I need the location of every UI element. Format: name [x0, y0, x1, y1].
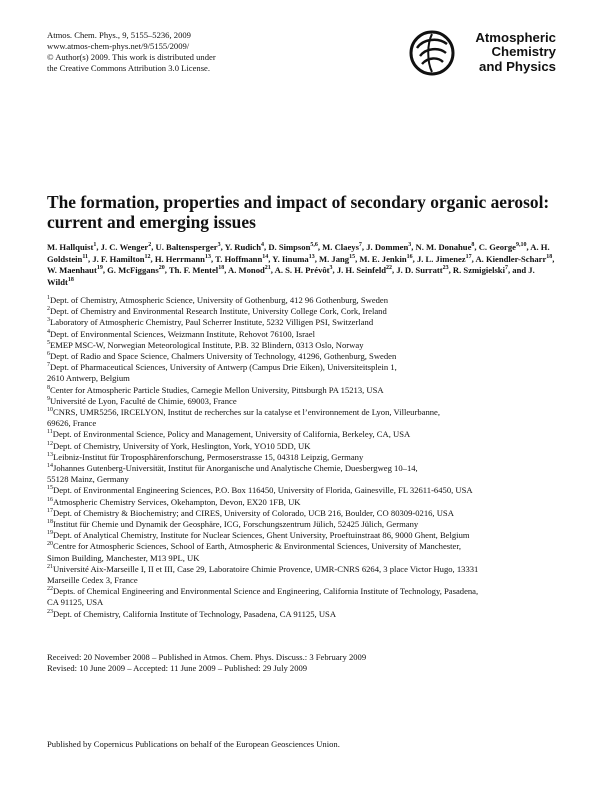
affiliation-text: Dept. of Chemistry and Environmental Research Institute, University College Cork, Cork, Ireland [50, 306, 387, 317]
author-name: A. Monod [228, 265, 265, 275]
author-affiliation-mark: 23 [442, 265, 449, 272]
affiliation-item [47, 497, 561, 508]
affiliation-item [47, 609, 561, 620]
author-affiliation-mark: 15 [349, 253, 356, 260]
affiliation-item [47, 508, 561, 519]
journal-citation: Atmos. Chem. Phys., 9, 5155–5236, 2009 [47, 30, 191, 40]
title-line-2: current and emerging issues [47, 212, 256, 232]
author-name: J. Wildt [47, 265, 535, 287]
journal-logo [408, 29, 556, 87]
author-name: J. H. Seinfeld [336, 265, 387, 275]
affiliation-item [47, 351, 561, 362]
author-affiliation-mark: 2 [148, 242, 152, 249]
author-name: A. H. Goldstein [47, 242, 550, 264]
author-affiliation-mark: 14 [262, 253, 269, 260]
affiliation-number: 6 [47, 351, 50, 358]
author-affiliation-mark: 9,10 [515, 242, 527, 249]
affiliation-number: 23 [47, 608, 53, 615]
author [228, 265, 271, 275]
license-line: the Creative Commons Attribution 3.0 License. [47, 63, 211, 74]
affiliation-text: Laboratory of Atmospheric Chemistry, Paul Scherrer Institute, 5232 Villigen PSI, Switzerland [50, 317, 374, 328]
affiliation-text: 55128 Mainz, Germany [47, 474, 129, 485]
author [417, 254, 472, 264]
affiliation-item [47, 530, 561, 541]
author-affiliation-mark: 18 [67, 276, 74, 283]
affiliation-item [47, 317, 561, 328]
author-affiliation-mark: 21 [264, 265, 271, 272]
author [479, 242, 527, 252]
affiliation-item [47, 362, 561, 384]
affiliation-list [47, 295, 561, 620]
author-name: J. D. Surratt [396, 265, 443, 275]
affiliation-number: 21 [47, 564, 53, 571]
affiliation-text: Centre for Atmospheric Sciences, School of Earth, Atmospheric & Environmental Sciences, University of Manchester, [53, 541, 461, 552]
author-name: M. Claeys [322, 242, 359, 252]
affiliation-text: Depts. of Chemical Engineering and Environmental Science and Engineering, California Institute of Technology, Pasadena, [53, 586, 479, 597]
author-affiliation-mark: 13 [204, 253, 211, 260]
logo-line-2: Chemistry [491, 44, 556, 60]
author-name: R. Szmigielski [452, 265, 505, 275]
affiliation-text: Dept. of Environmental Engineering Sciences, P.O. Box 116450, University of Florida, Gainesville, FL 32611-6450, USA [53, 485, 473, 496]
author-affiliation-mark: 22 [386, 265, 393, 272]
affiliation-text: Dept. of Pharmaceutical Sciences, University of Antwerp (Campus Drie Eiken), Universiteitsplein 1, [50, 362, 397, 373]
journal-emblem-icon [408, 29, 456, 77]
author-affiliation-mark: 20 [158, 265, 165, 272]
author-name: M. E. Jenkin [359, 253, 407, 264]
author [155, 254, 211, 264]
author-name: M. Hallquist [47, 242, 94, 252]
affiliation-text: Dept. of Chemistry & Biochemistry; and CIRES, University of Colorado, UCB 216, Boulder, CO 80309-0216, USA [53, 507, 454, 518]
affiliation-text: Dept. of Chemistry, California Institute of Technology, Pasadena, CA 91125, USA [53, 608, 337, 619]
affiliation-item [47, 485, 561, 496]
author [47, 242, 96, 252]
author-affiliation-mark: 7 [358, 242, 362, 249]
affiliation-number: 19 [47, 530, 53, 537]
author-name: D. Simpson [268, 242, 311, 252]
affiliation-item [47, 340, 561, 351]
author-name: U. Baltensperger [155, 242, 218, 252]
affiliation-number: 11 [47, 429, 53, 436]
affiliation-number: 9 [47, 395, 50, 402]
author [92, 254, 150, 264]
author-name: Y. Iinuma [272, 253, 309, 264]
affiliation-number: 1 [47, 295, 50, 302]
affiliation-item [47, 452, 561, 463]
affiliation-item [47, 463, 561, 485]
affiliation-text: Dept. of Chemistry, Atmospheric Science, University of Gothenburg, 412 96 Gothenburg, Sweden [50, 295, 389, 305]
author-name: A. Kiendler-Scharr [475, 253, 547, 264]
author [475, 254, 552, 264]
author [272, 254, 314, 264]
affiliation-item [47, 329, 561, 340]
author [366, 242, 411, 252]
affiliation-text: Center for Atmospheric Particle Studies, Carnegie Mellon University, Pittsburgh PA 15213, USA [50, 384, 384, 395]
affiliation-text: Johannes Gutenberg-Universität, Institut für Anorganische und Analytische Chemie, Duesbergweg 10–14, [53, 463, 418, 474]
affiliation-number: 8 [47, 384, 50, 391]
logo-line-1: Atmospheric [475, 30, 556, 45]
author [169, 265, 224, 275]
affiliation-item [47, 407, 561, 429]
affiliation-number: 20 [47, 541, 53, 548]
author-name: Th. F. Mentel [168, 265, 219, 275]
author-affiliation-mark: 4 [261, 242, 265, 249]
affiliation-text: Dept. of Chemistry, University of York, Heslington, York, YO10 5DD, UK [53, 440, 311, 451]
publication-dates [47, 652, 366, 674]
author-affiliation-mark: 13 [308, 253, 315, 260]
affiliation-number: 10 [47, 407, 53, 414]
author-affiliation-mark: 3 [408, 242, 412, 249]
author-name: C. George [478, 242, 516, 252]
author-name: N. M. Donahue [415, 242, 472, 252]
copyright-line: © Author(s) 2009. This work is distributed under [47, 52, 216, 63]
affiliation-text: EMEP MSC-W, Norwegian Meteorological Institute, P.B. 32 Blindern, 0313 Oslo, Norway [50, 339, 364, 350]
affiliation-item [47, 385, 561, 396]
journal-logo-text [456, 31, 556, 74]
author [101, 242, 152, 252]
author-name: T. Hoffmann [215, 253, 263, 264]
affiliation-text: Atmospheric Chemistry Services, Okehampton, Devon, EX20 1FB, UK [53, 496, 301, 507]
affiliation-item [47, 586, 561, 608]
author [319, 254, 355, 264]
author [225, 242, 264, 252]
affiliation-text: Simon Building, Manchester, M13 9PL, UK [47, 552, 200, 563]
affiliation-item [47, 429, 561, 440]
author [156, 242, 221, 252]
author-affiliation-mark: 16 [406, 253, 413, 260]
affiliation-item [47, 519, 561, 530]
author [47, 265, 103, 275]
affiliation-text: 69626, France [47, 418, 97, 429]
author-name: M. Jang [318, 253, 350, 264]
affiliation-text: CNRS, UMR5256, IRCELYON, Institut de recherches sur la catalyse et l’environnement de Lyon, Villeurbanne, [53, 407, 441, 418]
author-name: H. Herrmann [154, 253, 205, 264]
affiliation-item [47, 396, 561, 407]
affiliation-item [47, 541, 561, 563]
citation-header [47, 30, 216, 74]
author-affiliation-mark: 11 [82, 253, 89, 260]
author-name: J. C. Wenger [100, 242, 149, 252]
affiliation-number: 22 [47, 586, 53, 593]
author [275, 265, 333, 275]
affiliation-text: Dept. of Analytical Chemistry, Institute for Nuclear Sciences, Ghent University, Proeftuinstraat 86, 9000 Ghent, Belgium [53, 530, 470, 541]
affiliation-text: Dept. of Environmental Science, Policy and Management, University of California, Berkeley, CA, USA [52, 429, 411, 440]
author-name: Y. Rudich [224, 242, 262, 252]
author-name: J. Dommen [366, 242, 409, 252]
author [453, 265, 508, 275]
affiliation-item [47, 306, 561, 317]
author-name: J. F. Hamilton [92, 253, 145, 264]
author-affiliation-mark: 5,6 [310, 242, 318, 249]
author [322, 242, 362, 252]
affiliation-number: 4 [47, 328, 50, 335]
logo-line-3: and Physics [479, 58, 556, 74]
affiliation-number: 7 [47, 362, 50, 369]
affiliation-number: 18 [47, 519, 53, 526]
author-list: M. Hallquist$^1$, J. C. Wenger$^2$, U. Baltensperger$^3$, Y. Rudich$^4$, D. Simpson$^{5,6}$, M. Claeys$^7$, J. Dommen$^3$, N. M. Donahue$^8$, C. George$^{9,10}$, A. H. Goldstein$^{11}$, J. F. Hamilton$^{12}$, H. Herrmann$^{13}$, T. Hoffmann$^{14}$, Y. Iinuma$^{13}$, M. Jang$^{15}$, M. E. Jenkin$^{16}$, J. L. Jimenez$^{17}$, A. Kiendler-Scharr$^{18}$, W. Maenhaut$^{19}$, G. McFiggans$^{20}$, Th. F. Mentel$^{18}$, A. Monod$^{21}$, A. S. H. Prévôt$^3$, J. H. Seinfeld$^{22}$, J. D. Surratt$^{23}$, R. Szmigielski$^7$, and J. Wildt$^{18}$ [47, 242, 555, 287]
author-affiliation-mark: 1 [93, 242, 97, 249]
title-line-1: The formation, properties and impact of secondary organic aerosol: [47, 192, 550, 212]
affiliation-number: 3 [47, 317, 50, 324]
affiliation-text: Dept. of Environmental Sciences, Weizmann Institute, Rehovot 76100, Israel [50, 328, 316, 339]
affiliation-text: 2610 Antwerp, Belgium [47, 373, 130, 384]
author-name: W. Maenhaut [47, 265, 97, 275]
affiliation-text: Marseille Cedex 3, France [47, 575, 138, 586]
author-affiliation-mark: 12 [144, 253, 151, 260]
article-title [47, 192, 557, 232]
affiliation-text: Université de Lyon, Faculté de Chimie, 69003, France [50, 395, 237, 406]
author [416, 242, 475, 252]
publisher-footer: Published by Copernicus Publications on behalf of the European Geosciences Union. [47, 739, 340, 749]
affiliation-number: 5 [47, 339, 50, 346]
author-affiliation-mark: 17 [465, 253, 472, 260]
author-affiliation-mark: 3 [217, 242, 221, 249]
author [396, 265, 448, 275]
author-affiliation-mark: 18 [218, 265, 225, 272]
affiliation-number: 2 [47, 306, 50, 313]
author-affiliation-mark: 18 [546, 253, 553, 260]
affiliation-item [47, 564, 561, 586]
affiliation-text: Université Aix-Marseille I, II et III, Case 29, Laboratoire Chimie Provence, UMR-CNRS 6264, 3 place Victor Hugo, 13331 [53, 563, 479, 574]
article-url[interactable]: www.atmos-chem-phys.net/9/5155/2009/ [47, 41, 190, 52]
author-affiliation-mark: 3 [329, 265, 333, 272]
affiliation-number: 14 [47, 463, 53, 470]
author [107, 265, 165, 275]
author [215, 254, 268, 264]
received-line: Received: 20 November 2008 – Published in Atmos. Chem. Phys. Discuss.: 3 February 2009 [47, 652, 367, 662]
author-affiliation-mark: 8 [471, 242, 475, 249]
author [337, 265, 392, 275]
author-name: J. L. Jimenez [416, 253, 466, 264]
affiliation-number: 15 [47, 485, 53, 492]
revised-line: Revised: 10 June 2009 – Accepted: 11 June 2009 – Published: 29 July 2009 [47, 663, 308, 674]
affiliation-number: 12 [47, 440, 53, 447]
author-affiliation-mark: 7 [504, 265, 508, 272]
affiliation-item [47, 295, 561, 306]
author [359, 254, 412, 264]
affiliation-text: CA 91125, USA [47, 597, 104, 608]
affiliation-number: 17 [47, 508, 53, 514]
affiliation-item [47, 441, 561, 452]
affiliation-number: 13 [47, 451, 53, 458]
author-affiliation-mark: 19 [96, 265, 103, 272]
affiliation-number: 16 [47, 496, 53, 503]
affiliation-text: Dept. of Radio and Space Science, Chalmers University of Technology, 41296, Gothenburg, Sweden [50, 351, 397, 362]
affiliation-text: Institut für Chemie und Dynamik der Geosphäre, ICG, Forschungszentrum Jülich, 52425 Jülich, Germany [53, 519, 419, 530]
affiliation-text: Leibniz-Institut für Troposphärenforschung, Permoserstrasse 15, 04318 Leipzig, Germany [53, 451, 364, 462]
author [268, 242, 318, 252]
author-name: G. McFiggans [107, 265, 159, 275]
author-name: A. S. H. Prévôt [274, 265, 330, 275]
